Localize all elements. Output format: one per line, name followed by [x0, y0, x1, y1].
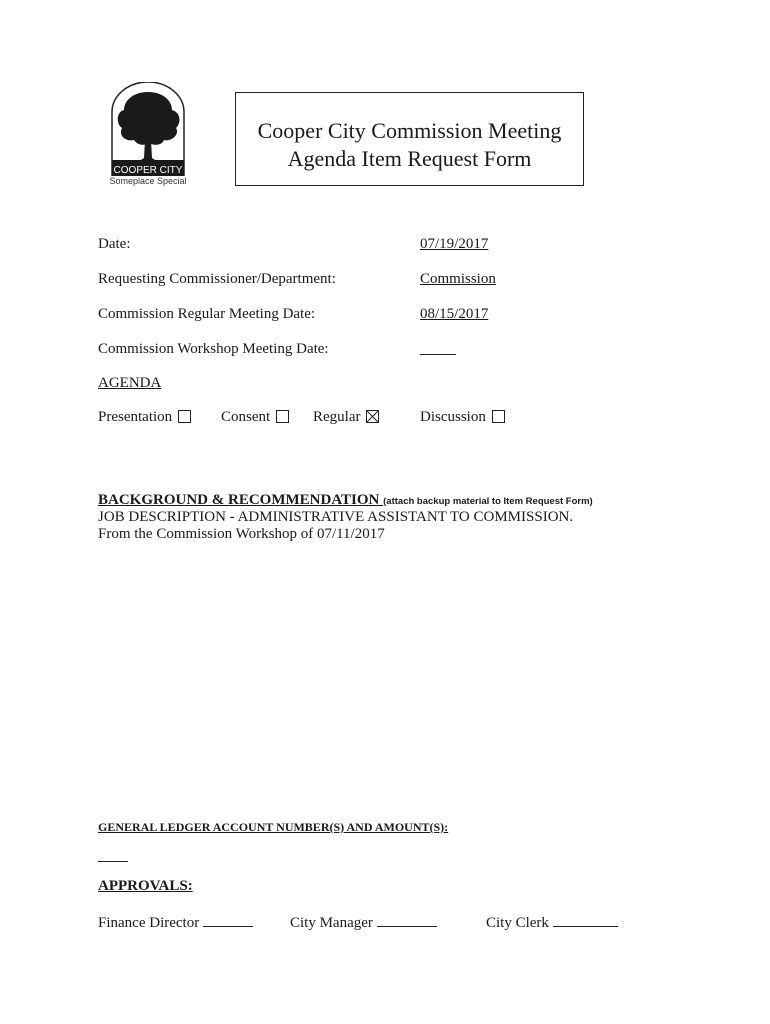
regular-meeting-label: Commission Regular Meeting Date:	[98, 306, 316, 322]
form-title-box	[235, 92, 584, 186]
agenda-option-label: Presentation	[98, 409, 173, 425]
background-heading-row	[98, 491, 593, 509]
background-text-line1: JOB DESCRIPTION - ADMINISTRATIVE ASSISTANT TO COMMISSION.	[98, 509, 574, 525]
background-text-line2: From the Commission Workshop of 07/11/2017	[98, 526, 385, 542]
date-value: 07/19/2017	[420, 236, 489, 252]
agenda-option-discussion[interactable]	[420, 409, 505, 426]
date-label: Date:	[98, 236, 131, 252]
background-heading: BACKGROUND & RECOMMENDATION	[98, 492, 384, 508]
checkbox-unchecked-icon[interactable]	[492, 410, 505, 423]
ledger-heading: GENERAL LEDGER ACCOUNT NUMBER(S) AND AMOUNT(S):	[98, 820, 449, 834]
checkbox-checked-icon[interactable]	[366, 410, 379, 423]
checkbox-unchecked-icon[interactable]	[178, 410, 191, 423]
approval-city-clerk	[486, 914, 618, 932]
ledger-blank[interactable]	[98, 861, 128, 862]
workshop-meeting-blank[interactable]	[420, 354, 456, 355]
agenda-option-label: Regular	[313, 409, 361, 425]
agenda-option-presentation[interactable]	[98, 409, 191, 426]
cooper-city-logo	[108, 82, 188, 190]
finance-director-signature-line[interactable]	[203, 914, 253, 927]
approval-city-manager	[290, 914, 437, 932]
city-manager-signature-line[interactable]	[377, 914, 437, 927]
approvals-heading: APPROVALS:	[98, 878, 193, 894]
tree-logo-icon	[108, 82, 188, 176]
requesting-value: Commission	[420, 271, 496, 287]
logo-tagline: Someplace Special	[109, 176, 187, 186]
requesting-label: Requesting Commissioner/Department:	[98, 271, 336, 287]
city-clerk-label: City Clerk	[486, 915, 549, 931]
form-title-line2: Agenda Item Request Form	[287, 146, 532, 171]
agenda-option-label: Consent	[221, 409, 271, 425]
workshop-meeting-label: Commission Workshop Meeting Date:	[98, 341, 329, 357]
agenda-option-label: Discussion	[420, 409, 486, 425]
city-clerk-signature-line[interactable]	[553, 914, 618, 927]
agenda-heading: AGENDA	[98, 375, 162, 391]
finance-director-label: Finance Director	[98, 915, 200, 931]
city-manager-label: City Manager	[290, 915, 373, 931]
background-note: (attach backup material to Item Request Form)	[383, 496, 593, 507]
agenda-option-regular[interactable]	[313, 409, 379, 426]
checkbox-unchecked-icon[interactable]	[276, 410, 289, 423]
approval-finance-director	[98, 914, 253, 932]
form-title-line1: Cooper City Commission Meeting	[257, 118, 562, 143]
agenda-option-consent[interactable]	[221, 409, 289, 426]
regular-meeting-value: 08/15/2017	[420, 306, 489, 322]
logo-wordmark: COOPER CITY	[113, 165, 183, 176]
